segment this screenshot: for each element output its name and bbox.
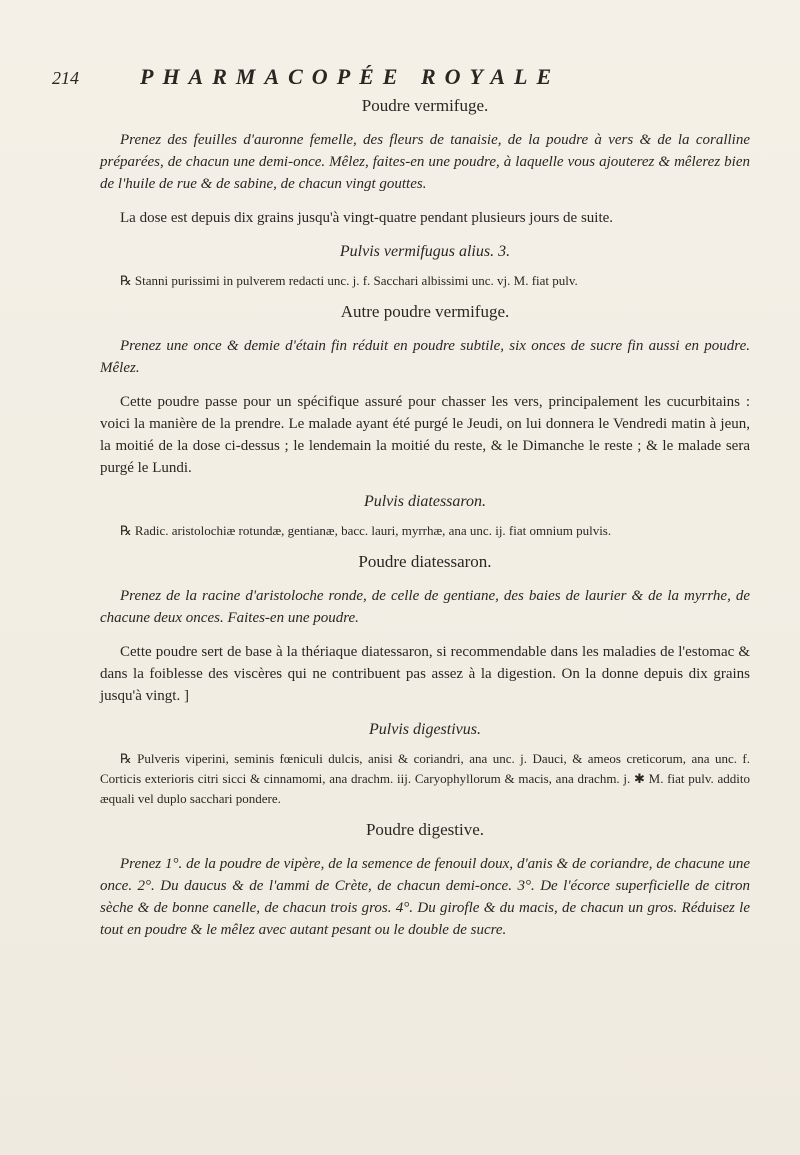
usage-paragraph: Cette poudre sert de base à la thériaque diatessaron, si recommendable dans les maladies de l'estomac & dans la foiblesse des viscères qui ne contribuent pas assez à la digestion. On la donne depuis dix grains jusqu'à vingt. ] bbox=[100, 644, 750, 704]
usage-paragraph: Cette poudre passe pour un spécifique assuré pour chasser les vers, principalement les cucurbitains : voici la manière de la prendre. Le malade ayant été purgé le Jeudi, on lui donnera le Vendredi matin à jeun, la moitié de la dose ci-dessus ; le lendemain la moitié du reste, & le Dimanche le reste ; & le malade sera purgé le Lundi. bbox=[100, 394, 750, 476]
latin-recipe: ℞ Radic. aristolochiæ rotundæ, gentianæ, bacc. lauri, myrrhæ, ana unc. ij. fiat omnium pulvis. bbox=[120, 523, 612, 538]
page-body bbox=[100, 95, 750, 953]
recipe-paragraph: Prenez de la racine d'aristoloche ronde, de celle de gentiane, des baies de laurier & de la myrrhe, de chacune deux onces. Faites-en une poudre. bbox=[100, 588, 750, 626]
page-number: 214 bbox=[52, 68, 79, 88]
section-title: Poudre diatessaron. bbox=[358, 552, 492, 571]
section-title: Autre poudre vermifuge. bbox=[340, 302, 510, 321]
recipe-paragraph: Prenez une once & demie d'étain fin réduit en poudre subtile, six onces de sucre fin aussi en poudre. Mêlez. bbox=[100, 338, 750, 376]
dosage-paragraph: La dose est depuis dix grains jusqu'à vingt-quatre pendant plusieurs jours de suite. bbox=[120, 210, 614, 226]
latin-recipe: ℞ Stanni purissimi in pulverem redacti unc. j. f. Sacchari albissimi unc. vj. M. fiat pulv. bbox=[120, 273, 578, 288]
section-title: Poudre vermifuge. bbox=[361, 96, 489, 115]
section-title: Poudre digestive. bbox=[365, 820, 485, 839]
page-header bbox=[52, 62, 752, 92]
recipe-paragraph: Prenez 1°. de la poudre de vipère, de la semence de fenouil doux, d'anis & de coriandre, de chacune une once. 2°. Du daucus & de l'ammi de Crète, de chacun demi-once. 3°. De l'écorce superficielle de citron sèche & de bonne canelle, de chacun trois gros. 4°. Du girofle & du macis, de chacun un gros. Réduisez le tout en poudre & le mêlez avec autant pesant ou le double de sucre. bbox=[100, 856, 750, 938]
latin-title: Pulvis diatessaron. bbox=[363, 493, 487, 510]
latin-title: Pulvis digestivus. bbox=[369, 721, 481, 738]
running-title: PHARMACOPÉE ROYALE bbox=[140, 64, 561, 89]
latin-title: Pulvis vermifugus alius. 3. bbox=[339, 243, 511, 260]
latin-recipe: ℞ Pulveris viperini, seminis fœniculi dulcis, anisi & coriandri, ana unc. j. Dauci, & ameos creticorum, ana unc. f. Corticis exterioris citri sicci & cinnamomi, ana drachm. iij. Caryophyllorum & macis, ana drachm. j. ✱ M. fiat pulv. addito æquali vel duplo sacchari pondere. bbox=[100, 751, 750, 806]
recipe-paragraph: Prenez des feuilles d'auronne femelle, des fleurs de tanaisie, de la poudre à vers & de la coralline préparées, de chacun une demi-once. Mêlez, faites-en une poudre, à laquelle vous ajouterez & mêlerez bien de l'huile de rue & de sabine, de chacun vingt gouttes. bbox=[100, 132, 750, 192]
